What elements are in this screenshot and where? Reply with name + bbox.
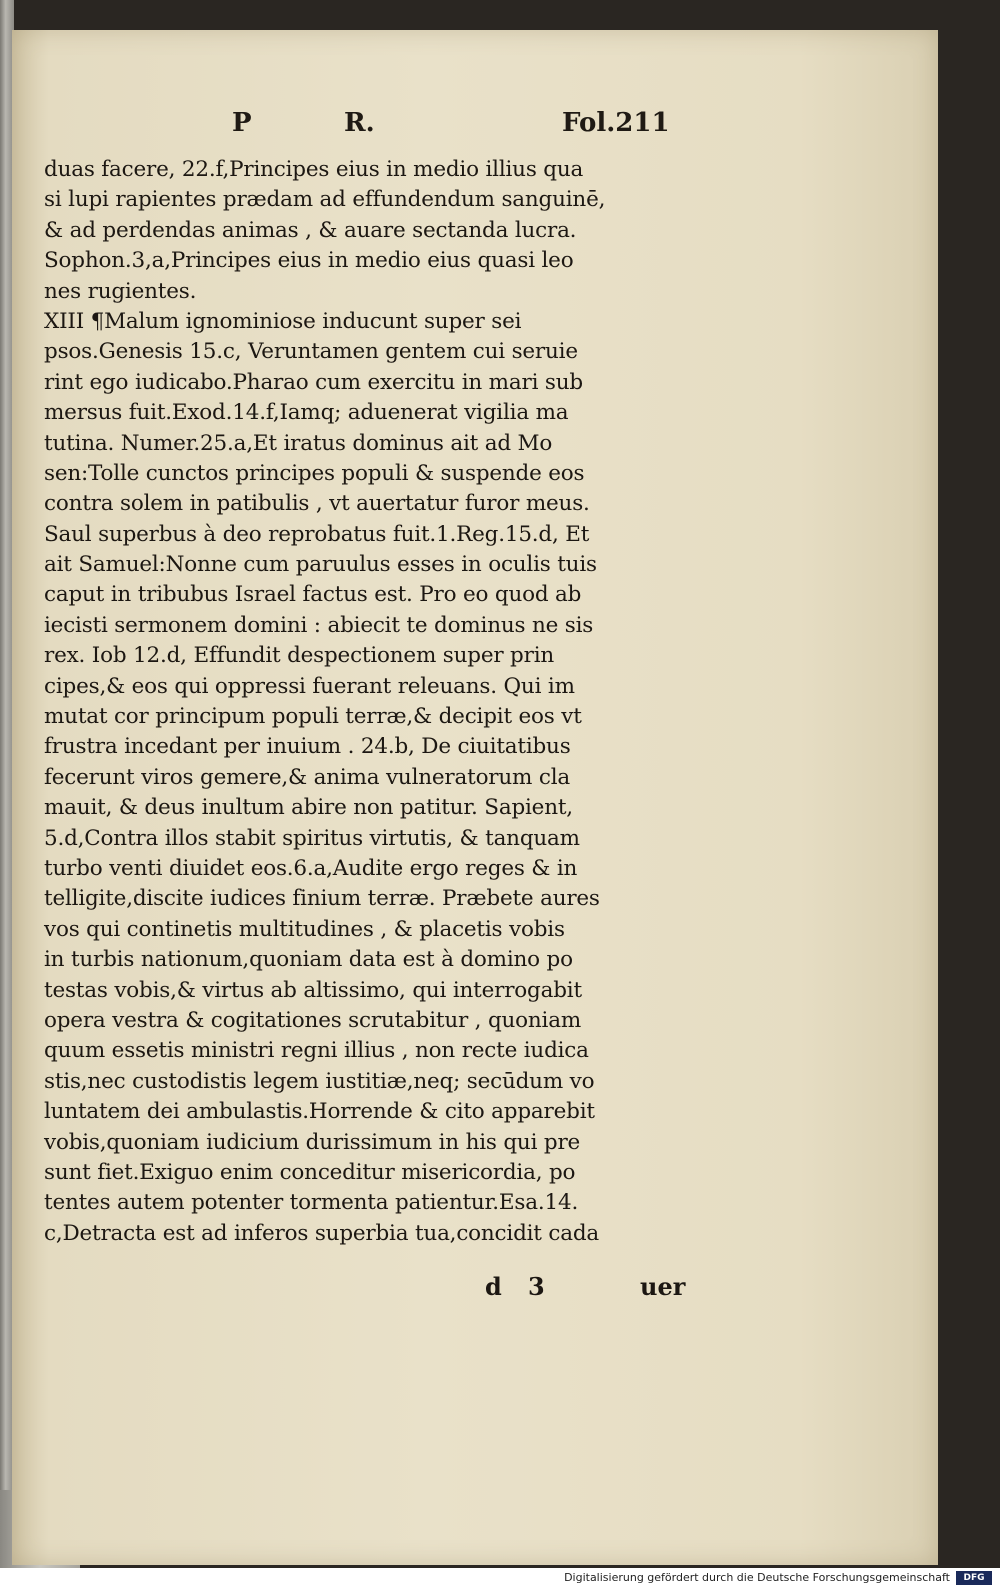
text-line: mauit, & deus inultum abire non patitur. Sapient,: [44, 795, 573, 821]
text-line: frustra incedant per inuium . 24.b, De ciuitatibus: [44, 734, 571, 760]
text-line: caput in tribubus Israel factus est. Pro eo quod ab: [44, 582, 582, 608]
running-header-left: P: [232, 108, 252, 138]
running-header-middle: R.: [344, 108, 375, 138]
folio-number: Fol.211: [562, 108, 670, 138]
text-line: sunt fiet.Exiguo enim conceditur misericordia, po: [44, 1159, 576, 1185]
text-line: si lupi rapientes prædam ad effundendum sanguinē,: [44, 187, 606, 213]
text-line: & ad perdendas animas , & auare sectanda lucra.: [44, 217, 577, 243]
catchword: uer: [640, 1272, 686, 1301]
text-line: 5.d,Contra illos stabit spiritus virtutis, & tanquam: [44, 825, 580, 851]
text-line: psos.Genesis 15.c, Veruntamen gentem cui seruie: [44, 339, 578, 365]
footer-bar: [0, 1568, 1000, 1588]
text-line: rint ego iudicabo.Pharao cum exercitu in mari sub: [44, 369, 583, 395]
text-line: Sophon.3,a,Principes eius in medio eius quasi leo: [44, 248, 574, 274]
text-line: vobis,quoniam iudicium durissimum in his qui pre: [44, 1129, 581, 1155]
text-line: mutat cor principum populi terræ,& decipit eos vt: [44, 704, 582, 730]
text-line: sen:Tolle cunctos principes populi & suspende eos: [44, 460, 585, 486]
text-line: vos qui continetis multitudines , & placetis vobis: [44, 916, 565, 942]
text-line: Saul superbus à deo reprobatus fuit.1.Reg.15.d, Et: [44, 521, 590, 547]
text-line: tutina. Numer.25.a,Et iratus dominus ait ad Mo: [44, 430, 553, 456]
text-line: quum essetis ministri regni illius , non recte iudica: [44, 1038, 589, 1064]
signature-mark: d: [485, 1272, 502, 1301]
text-line: tentes autem potenter tormenta patientur.Esa.14.: [44, 1190, 579, 1216]
text-line: stis,nec custodistis legem iustitiæ,neq; secūdum vo: [44, 1068, 595, 1094]
text-line: nes rugientes.: [44, 278, 197, 304]
text-line: testas vobis,& virtus ab altissimo, qui interrogabit: [44, 977, 582, 1003]
text-line: contra solem in patibulis , vt auertatur furor meus.: [44, 491, 590, 517]
text-line: ait Samuel:Nonne cum paruulus esses in oculis tuis: [44, 552, 597, 578]
dark-margin: [938, 0, 1000, 1568]
text-line: XIII ¶Malum ignominiose inducunt super sei: [44, 308, 522, 334]
body-text: [44, 155, 694, 1249]
text-line: rex. Iob 12.d, Effundit despectionem super prin: [44, 643, 555, 669]
text-line: c,Detracta est ad inferos superbia tua,concidit cada: [44, 1220, 600, 1246]
text-line: turbo venti diuidet eos.6.a,Audite ergo reges & in: [44, 855, 578, 881]
text-line: mersus fuit.Exod.14.f,Iamq; aduenerat vigilia ma: [44, 400, 569, 426]
text-line: telligite,discite iudices finium terræ. Præbete aures: [44, 886, 600, 912]
text-line: duas facere, 22.f,Principes eius in medio illius qua: [44, 157, 584, 182]
dfg-logo: DFG: [956, 1571, 992, 1585]
text-line: fecerunt viros gemere,& anima vulneratorum cla: [44, 764, 570, 790]
text-line: in turbis nationum,quoniam data est à domino po: [44, 947, 573, 973]
text-line: opera vestra & cogitationes scrutabitur , quoniam: [44, 1007, 582, 1033]
text-line: iecisti sermonem domini : abiecit te dominus ne sis: [44, 612, 594, 638]
funding-notice: Digitalisierung gefördert durch die Deutsche Forschungsgemeinschaft: [564, 1571, 950, 1584]
text-line: luntatem dei ambulastis.Horrende & cito apparebit: [44, 1099, 595, 1125]
signature-number: 3: [528, 1272, 545, 1301]
text-line: cipes,& eos qui oppressi fuerant releuans. Qui im: [44, 673, 575, 699]
